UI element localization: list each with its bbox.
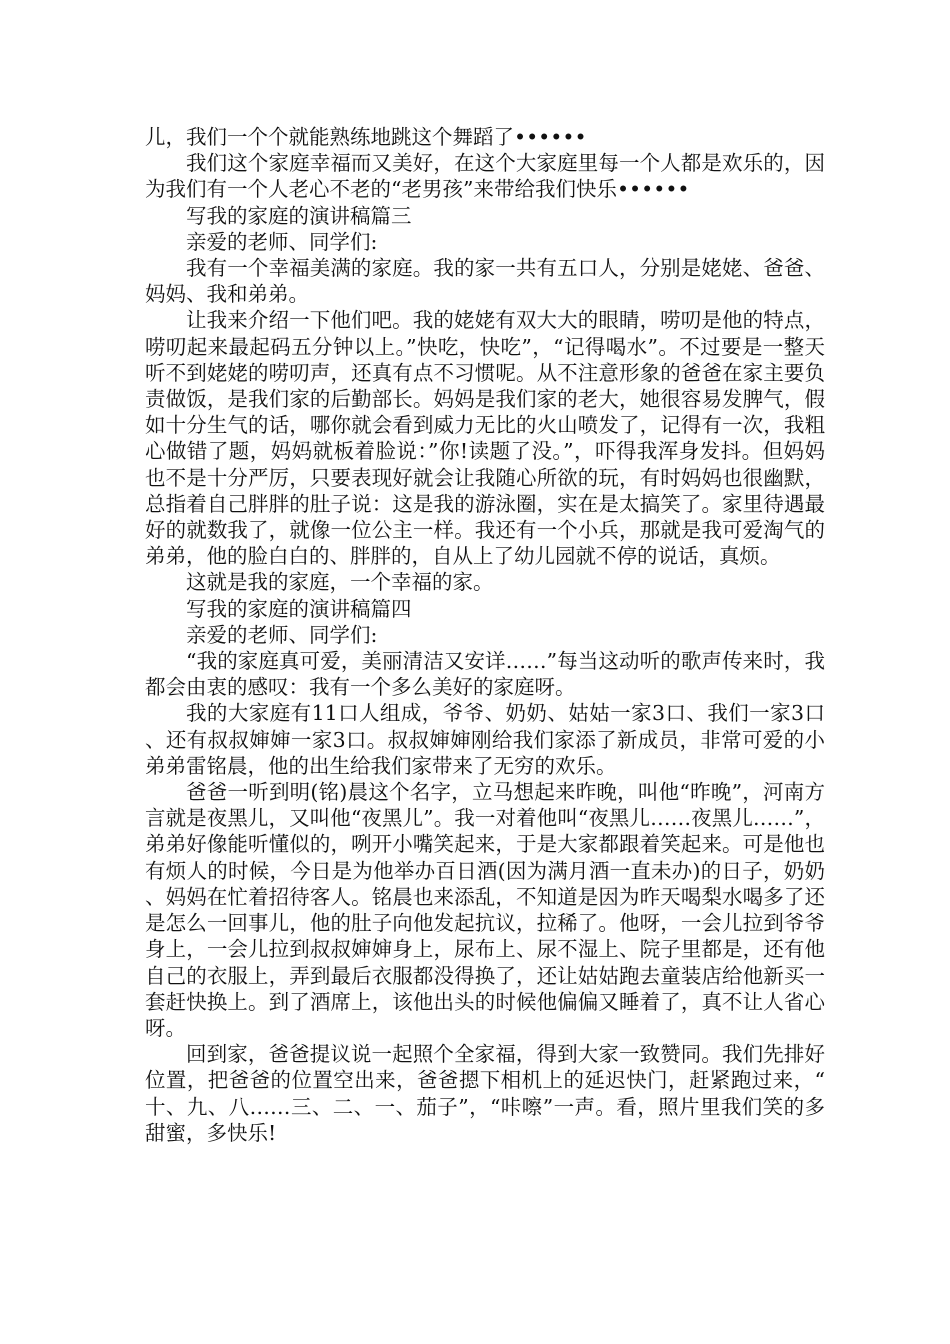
greeting-line: 亲爱的老师、同学们: (186, 229, 378, 254)
paragraph-song: “我的家庭真可爱，美丽清洁又安详……”每当这动听的歌声传来时，我都会由衷的感叹：我有一个多么美好的家庭呀。 (145, 649, 825, 700)
section-heading-part-four: 写我的家庭的演讲稿篇四 (186, 596, 412, 621)
paragraph-conclusion-three: 这就是我的家庭，一个幸福的家。 (186, 570, 494, 595)
paragraph-big-family: 我的大家庭有11口人组成，爷爷、奶奶、姑姑一家3口、我们一家3口、还有叔叔婶婶一家3口。叔叔婶婶刚给我们家添了新成员，非常可爱的小弟弟雷铭晨，他的出生给我们家带来了无穷的欢乐。 (145, 701, 825, 778)
paragraph-family-photo: 回到家，爸爸提议说一起照个全家福，得到大家一致赞同。我们先排好位置，把爸爸的位置空出来，爸爸摁下相机上的延迟快门，赶紧跑过来，“十、九、八……三、二、一、茄子”，“咔嚓”一声。看，照片里我们笑的多甜蜜，多快乐! (145, 1042, 825, 1145)
greeting-line: 亲爱的老师、同学们: (186, 622, 378, 647)
paragraph-baby-story: 爸爸一听到明(铭)晨这个名字，立马想起来昨晚，叫他“昨晚”，河南方言就是夜黑儿，又叫他“夜黑儿”。我一对着他叫“夜黑儿……夜黑儿……”，弟弟好像能听懂似的，咧开小嘴笑起来，于是大家都跟着笑起来。可是他也有烦人的时候，今日是为他举办百日酒(因为满月酒一直未办)的日子，奶奶、妈妈在忙着招待客人。铭晨也来添乱，不知道是因为昨天喝梨水喝多了还是怎么一回事儿，他的肚子向他发起抗议，拉稀了。他呀，一会儿拉到爷爷身上，一会儿拉到叔叔婶婶身上，尿布上、尿不湿上、院子里都是，还有他自己的衣服上，弄到最后衣服都没得换了，还让姑姑跑去童装店给他新买一套赶快换上。到了酒席上，该他出头的时候他偏偏又睡着了，真不让人省心呀。 (145, 780, 825, 1040)
paragraph-family-members: 我有一个幸福美满的家庭。我的家一共有五口人，分别是姥姥、爸爸、妈妈、我和弟弟。 (145, 256, 825, 307)
paragraph-family-happy: 我们这个家庭幸福而又美好，在这个大家庭里每一个人都是欢乐的，因为我们有一个人老心不老的“老男孩”来带给我们快乐•••••• (145, 151, 825, 202)
paragraph-continuation: 儿，我们一个个就能熟练地跳这个舞蹈了•••••• (145, 125, 587, 149)
section-heading-part-three: 写我的家庭的演讲稿篇三 (186, 203, 412, 228)
paragraph-introduce-family: 让我来介绍一下他们吧。我的姥姥有双大大的眼睛，唠叨是他的特点，唠叨起来最起码五分钟以上。”快吃，快吃”，“记得喝水”。不过要是一整天听不到姥姥的唠叨声，还真有点不习惯呢。从不注意形象的爸爸在家主要负责做饭，是我们家的后勤部长。妈妈是我们家的老大，她很容易发脾气，假如十分生气的话，哪你就会看到威力无比的火山喷发了，记得有一次，我粗心做错了题，妈妈就板着脸说：”你!读题了没。”，吓得我浑身发抖。但妈妈也不是十分严厉，只要表现好就会让我随心所欲的玩，有时妈妈也很幽默，总指着自己胖胖的肚子说：这是我的游泳圈，实在是太搞笑了。家里待遇最好的就数我了，就像一位公主一样。我还有一个小兵，那就是我可爱淘气的弟弟，他的脸白白的、胖胖的，自从上了幼儿园就不停的说话，真烦。 (145, 308, 825, 569)
document-page (145, 124, 825, 1146)
